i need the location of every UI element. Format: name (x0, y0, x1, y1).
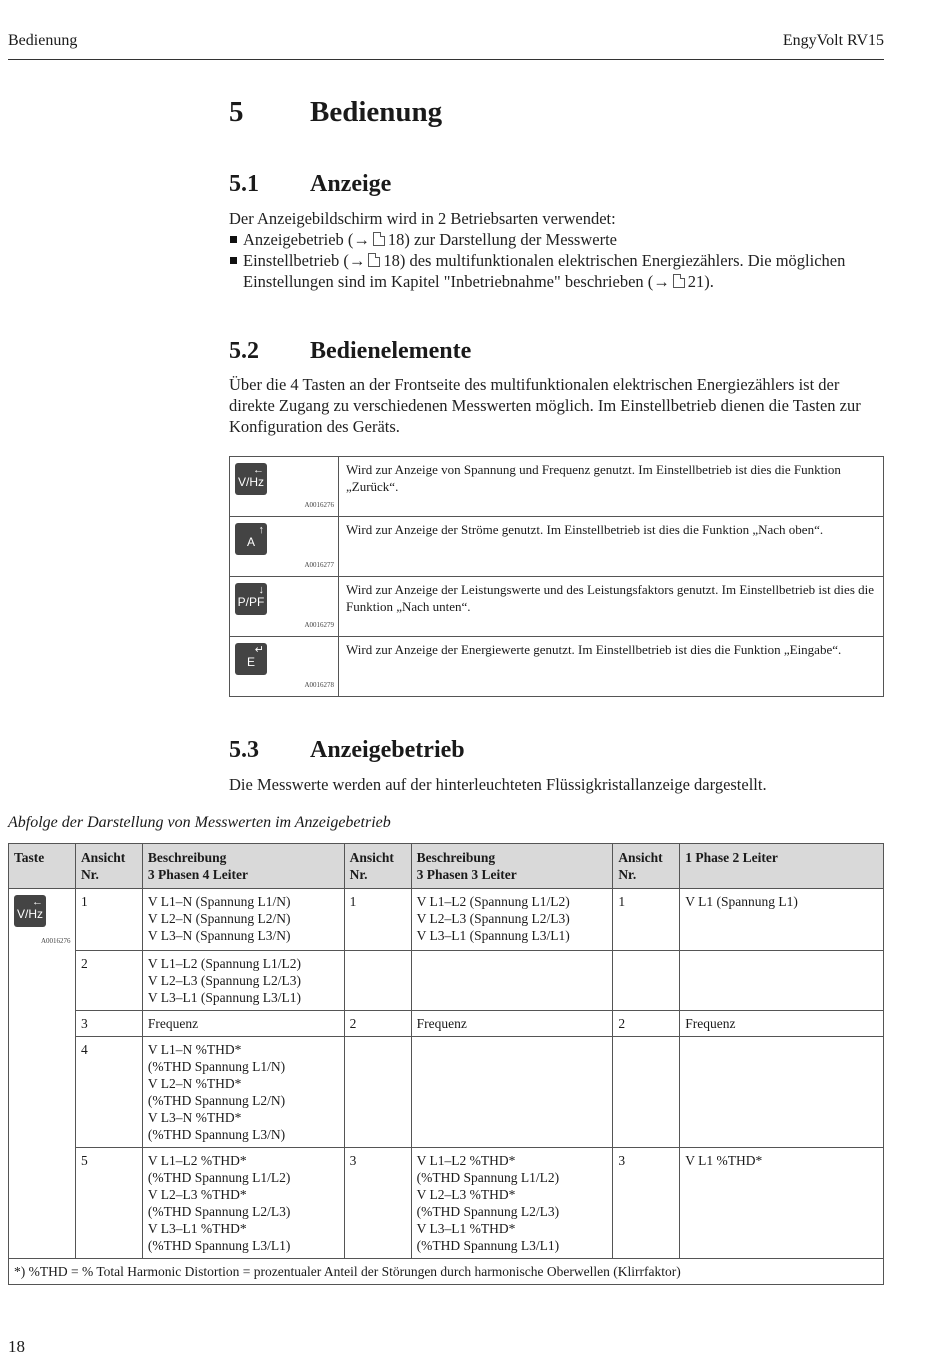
vhz-key-icon (14, 895, 46, 927)
table-row (9, 889, 884, 951)
key-cell (230, 637, 339, 697)
table-cell: 5 (75, 1148, 142, 1259)
table-cell: Frequenz (142, 1011, 344, 1037)
table-cell (411, 951, 613, 1011)
col-header-view-4w: Ansicht Nr. (75, 844, 142, 889)
key-cell (230, 577, 339, 637)
a-key-icon (235, 523, 267, 555)
ppf-key-icon (235, 583, 267, 615)
table-cell: 3 (613, 1148, 680, 1259)
page-reference-icon (368, 253, 380, 267)
table-cell: V L1–N (Spannung L1/N) V L2–N (Spannung L2/N) V L3–N (Spannung L3/N) (142, 889, 344, 951)
mode-item-settings-text-4: 21). (687, 272, 714, 291)
mode-item-display-text-2: 18) zur Darstellung der Messwerte (387, 230, 617, 249)
mode-item-settings-text: Einstellbetrieb (→ (243, 251, 366, 270)
image-code: A0016279 (304, 621, 334, 629)
footnote-row (9, 1259, 884, 1285)
mode-item-settings (229, 250, 884, 292)
table-cell: 1 (75, 889, 142, 951)
table-cell: 1 (344, 889, 411, 951)
page-number: 18 (8, 1337, 25, 1356)
table-cell: V L1–N %THD* (%THD Spannung L1/N) V L2–N %THD* (%THD Spannung L2/N) V L3–N %THD* (%THD Spannung L3/N) (142, 1037, 344, 1148)
key-label: P/PF (237, 595, 265, 609)
section-5-3-number: 5.3 (229, 737, 259, 763)
table-cell: V L1–L2 (Spannung L1/L2) V L2–L3 (Spannung L2/L3) V L3–L1 (Spannung L3/L1) (411, 889, 613, 951)
table-cell: 2 (75, 951, 142, 1011)
table-cell (680, 1037, 884, 1148)
table-row (9, 951, 884, 1011)
image-code: A0016276 (304, 501, 334, 509)
e-key-icon (235, 643, 267, 675)
key-label: V/Hz (16, 907, 43, 921)
table-cell (344, 951, 411, 1011)
key-label: E (246, 655, 255, 669)
running-header-product: EngyVolt RV15 (782, 32, 884, 49)
table-footnote: *) %THD = % Total Harmonic Distortion = prozentualer Anteil der Störungen durch harmonische Oberwellen (Klirrfaktor) (9, 1259, 884, 1285)
table-cell: Frequenz (411, 1011, 613, 1037)
table-row (9, 1037, 884, 1148)
table-header-row (9, 844, 884, 889)
key-label: A (246, 535, 255, 549)
col-header-desc-1p: 1 Phase 2 Leiter (680, 844, 884, 889)
table-row (9, 1148, 884, 1259)
key-description: Wird zur Anzeige der Leistungswerte und des Leistungsfaktors genutzt. Im Einstellbetrieb ist dies die Funktion „Nach unten“. (339, 577, 884, 637)
section-5-2-title: Bedienelemente (310, 338, 472, 364)
table-cell: V L1 %THD* (680, 1148, 884, 1259)
page-reference-icon (673, 274, 685, 288)
vhz-key-icon (235, 463, 267, 495)
down-arrow-icon: ↓ (258, 584, 264, 596)
col-header-view-3w: Ansicht Nr. (344, 844, 411, 889)
col-header-desc-3w: Beschreibung 3 Phasen 3 Leiter (411, 844, 613, 889)
section-5-2-number: 5.2 (229, 338, 259, 364)
keys-table (229, 456, 884, 697)
display-sequence-table (8, 843, 884, 1285)
col-header-desc-4w: Beschreibung 3 Phasen 4 Leiter (142, 844, 344, 889)
chapter-title: Bedienung (310, 96, 443, 128)
mode-item-settings-text-2: 18) des multifunktionalen elektrischen Energiezählers. Die möglichen (383, 251, 846, 270)
table-caption: Abfolge der Darstellung von Messwerten im Anzeigebetrieb (8, 814, 391, 831)
left-arrow-icon: ← (32, 896, 43, 908)
enter-arrow-icon: ↵ (254, 644, 264, 656)
image-code: A0016278 (304, 681, 334, 689)
page-reference-icon (373, 232, 385, 246)
table-cell: 2 (613, 1011, 680, 1037)
image-code: A0016277 (304, 561, 334, 569)
table-cell (613, 1037, 680, 1148)
chapter-number: 5 (229, 96, 244, 128)
table-cell: V L1–L2 %THD* (%THD Spannung L1/L2) V L2–L3 %THD* (%THD Spannung L2/L3) V L3–L1 %THD* (%THD Spannung L3/L1) (411, 1148, 613, 1259)
table-cell: V L1–L2 (Spannung L1/L2) V L2–L3 (Spannung L2/L3) V L3–L1 (Spannung L3/L1) (142, 951, 344, 1011)
mode-list (229, 229, 884, 292)
section-5-1-intro: Der Anzeigebildschirm wird in 2 Betriebsarten verwendet: (229, 209, 616, 228)
up-arrow-icon: ↑ (258, 524, 264, 536)
col-header-taste: Taste (9, 844, 76, 889)
table-cell (613, 951, 680, 1011)
col-header-view-1p: Ansicht Nr. (613, 844, 680, 889)
left-arrow-icon: ← (253, 464, 264, 476)
key-cell (230, 457, 339, 517)
mode-item-settings-text-3: Einstellungen sind im Kapitel "Inbetriebnahme" beschrieben (→ (243, 272, 670, 291)
key-description: Wird zur Anzeige der Energiewerte genutzt. Im Einstellbetrieb ist dies die Funktion „Eingabe“. (339, 637, 884, 697)
table-cell: 1 (613, 889, 680, 951)
table-cell (344, 1037, 411, 1148)
section-5-3-paragraph: Die Messwerte werden auf der hinterleuchteten Flüssigkristallanzeige dargestellt. (229, 775, 767, 794)
running-header-section: Bedienung (8, 32, 78, 49)
key-description: Wird zur Anzeige von Spannung und Frequenz genutzt. Im Einstellbetrieb ist dies die Funktion „Zurück“. (339, 457, 884, 517)
table-cell: 3 (344, 1148, 411, 1259)
image-code: A0016276 (41, 937, 71, 945)
key-label: V/Hz (237, 475, 264, 489)
mode-item-display-text: Anzeigebetrieb (→ (243, 230, 370, 249)
key-row (230, 577, 884, 637)
section-5-3-title: Anzeigebetrieb (310, 737, 465, 763)
section-5-1-body (229, 208, 884, 292)
header-rule (8, 59, 884, 60)
key-description: Wird zur Anzeige der Ströme genutzt. Im Einstellbetrieb ist dies die Funktion „Nach oben“. (339, 517, 884, 577)
table-cell (411, 1037, 613, 1148)
table-cell: V L1–L2 %THD* (%THD Spannung L1/L2) V L2–L3 %THD* (%THD Spannung L2/L3) V L3–L1 %THD* (%THD Spannung L3/L1) (142, 1148, 344, 1259)
table-row (9, 1011, 884, 1037)
table-cell: 4 (75, 1037, 142, 1148)
table-cell: Frequenz (680, 1011, 884, 1037)
table-cell (680, 951, 884, 1011)
key-row (230, 517, 884, 577)
key-row (230, 637, 884, 697)
taste-cell (9, 889, 76, 1259)
table-cell: 2 (344, 1011, 411, 1037)
mode-item-display (229, 229, 884, 250)
table-cell: V L1 (Spannung L1) (680, 889, 884, 951)
section-5-2-paragraph: Über die 4 Tasten an der Frontseite des multifunktionalen elektrischen Energiezählers ist der direkte Zugang zu verschiedenen Messwerten möglich. Im Einstellbetrieb dienen die Tasten zur Konfiguration des Geräts. (229, 375, 861, 436)
section-5-1-number: 5.1 (229, 171, 259, 197)
table-cell: 3 (75, 1011, 142, 1037)
key-row (230, 457, 884, 517)
key-cell (230, 517, 339, 577)
section-5-1-title: Anzeige (310, 171, 392, 197)
